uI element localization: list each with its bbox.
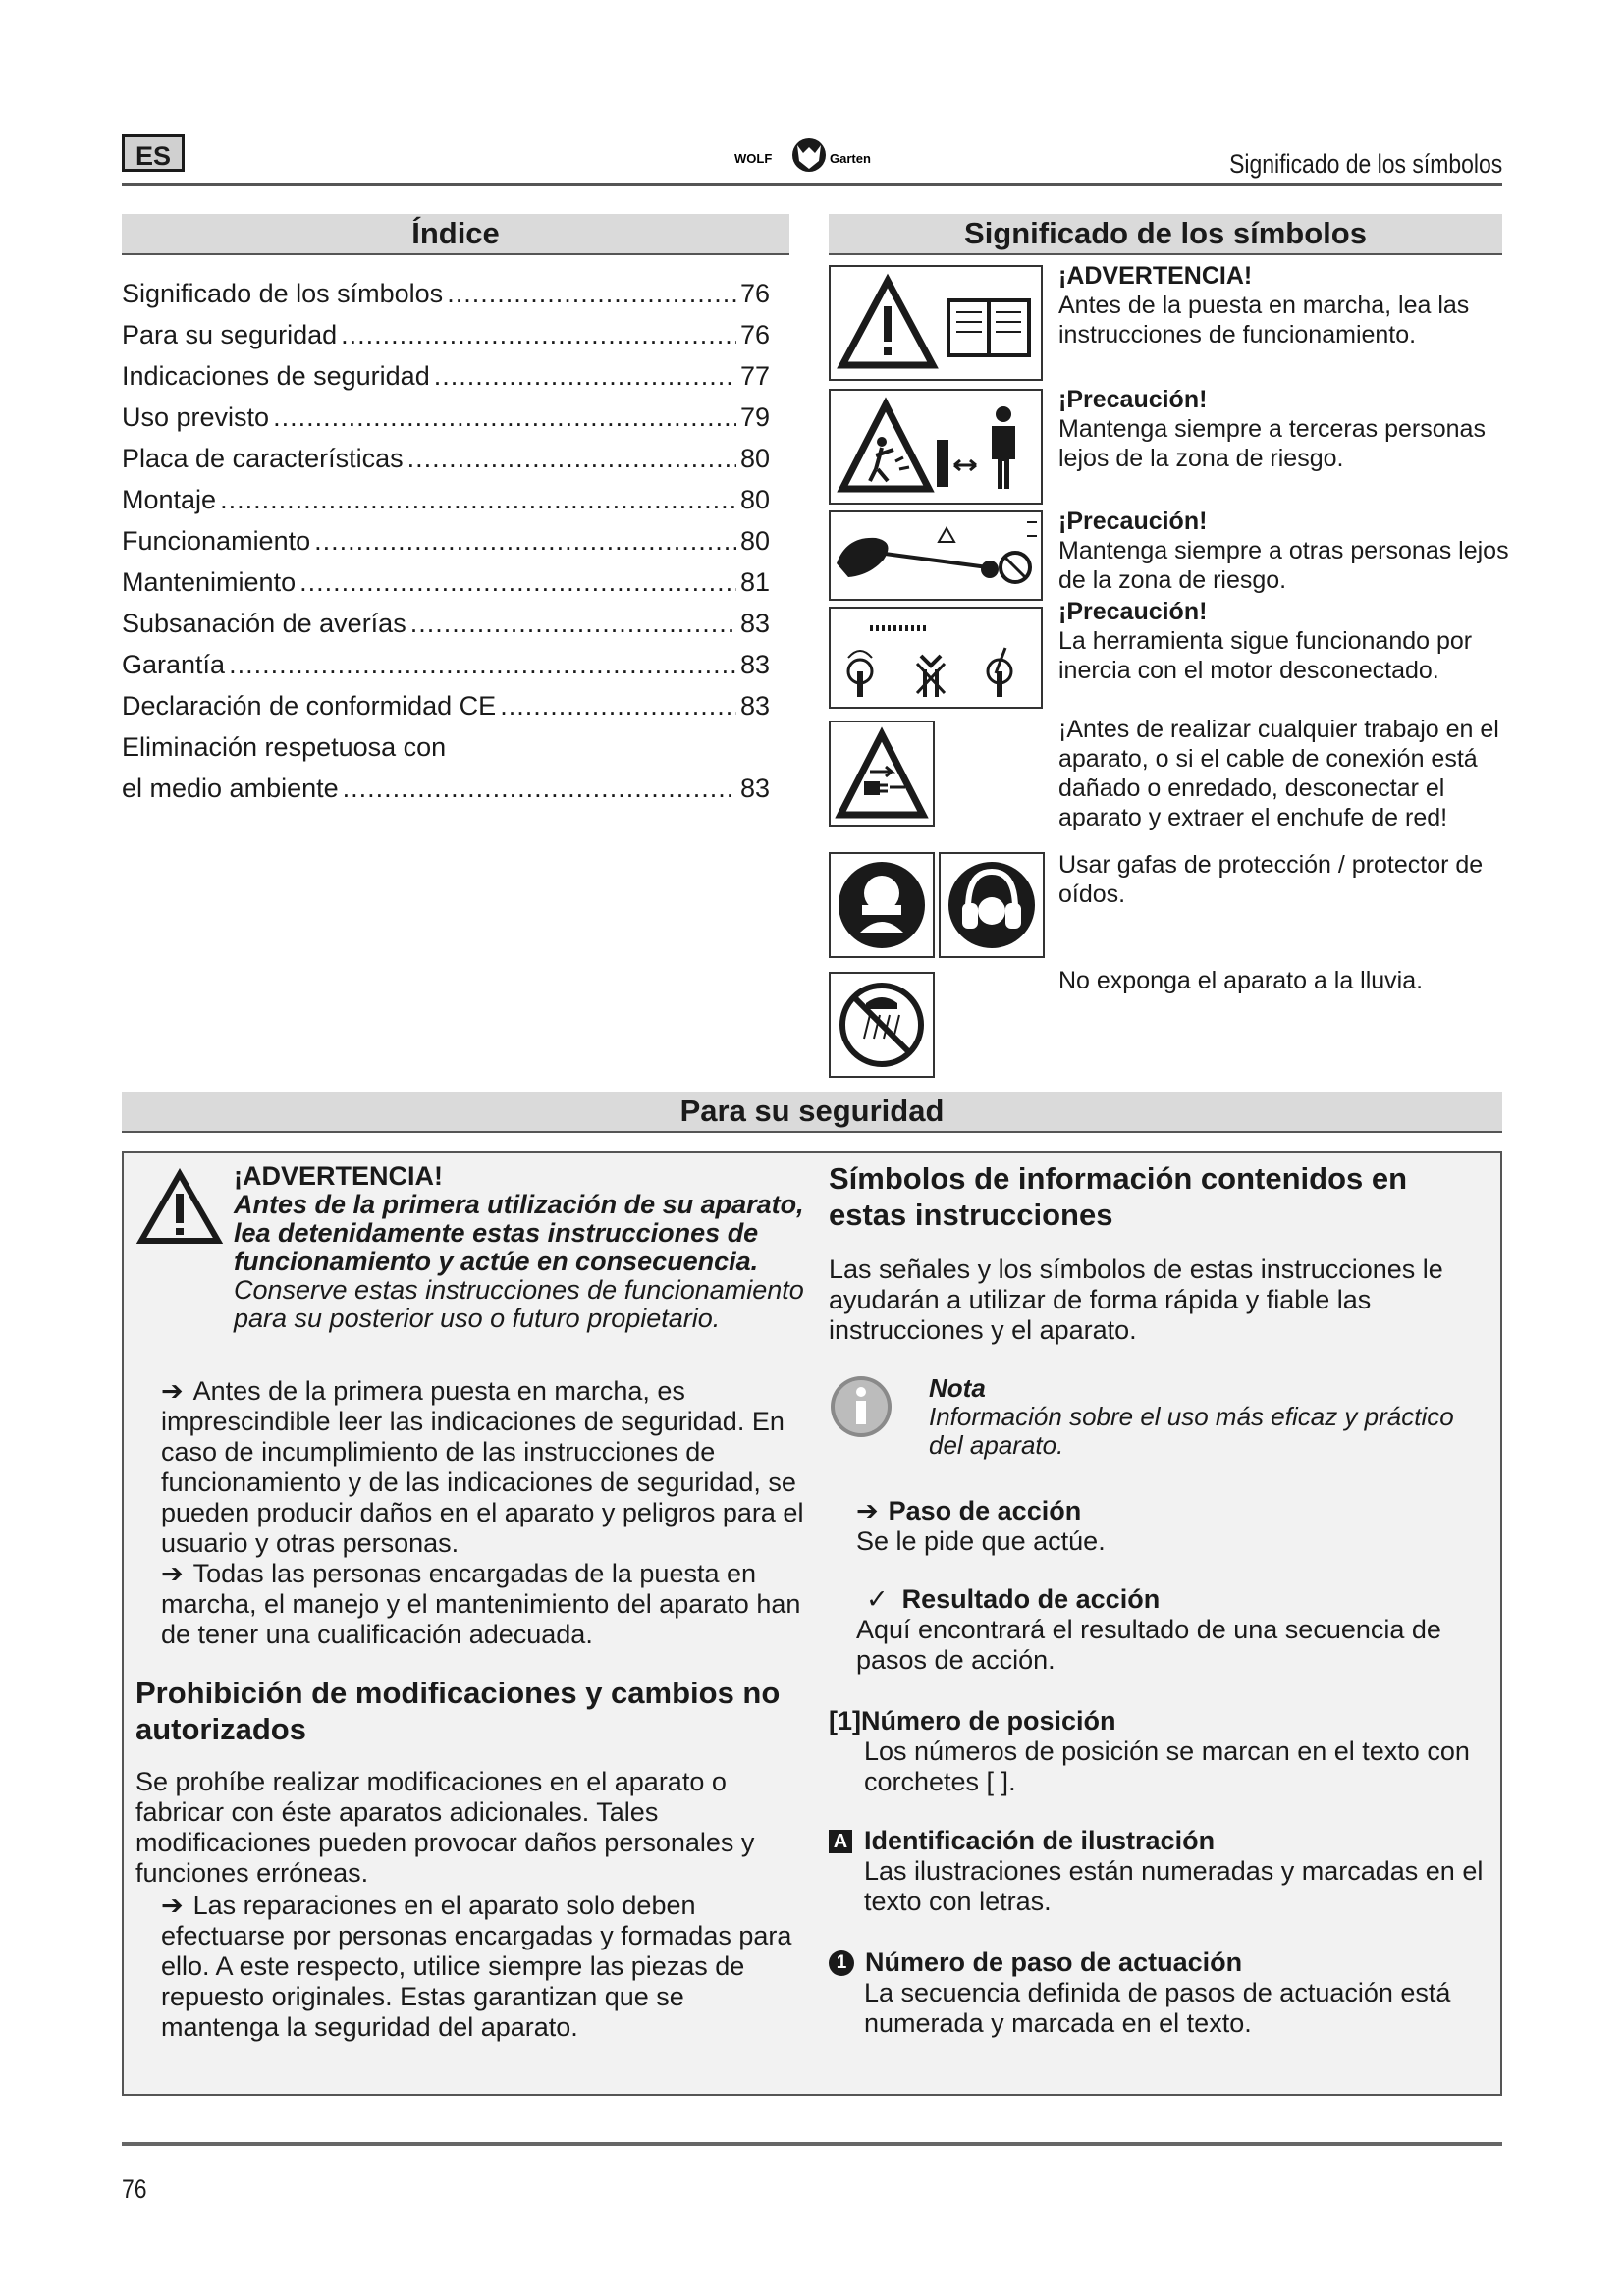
person-distance-icon [937, 406, 1015, 489]
toc-item[interactable]: Eliminación respetuosa con [122, 732, 447, 762]
trimmer-icon [837, 528, 999, 578]
warning-triangle-icon [842, 281, 933, 365]
trimmer-hazard-symbol [829, 510, 1043, 601]
symbol-7-text: No exponga el aparato a la lluvia. [1058, 967, 1424, 994]
header-divider [122, 183, 1502, 186]
step-number-block [829, 1948, 1487, 2039]
action-step-block [856, 1496, 1485, 1557]
toc-item[interactable]: Mantenimiento ..... 81 [122, 561, 770, 603]
action-result-head: Resultado de acción [901, 1584, 1161, 1614]
warning-block [234, 1162, 807, 1333]
toc-item[interactable]: Indicaciones de seguridad ..... 77 [122, 355, 770, 397]
symbol-4-head: ¡Precaución! [1058, 598, 1208, 625]
arrow-icon: ➔ [856, 1496, 879, 1525]
action-step-head: Paso de acción [888, 1496, 1082, 1525]
toc-item[interactable]: Montaje ..... 80 [122, 479, 770, 520]
illustration-id-head: Identificación de ilustración [864, 1826, 1216, 1855]
arrow-icon: ➔ [161, 1376, 184, 1406]
safety-paragraph-2 [161, 1559, 825, 1650]
symbol-5-text: ¡Antes de realizar cualquier trabajo en el aparato, o si el cable de conexión está dañado o enredado, desconectar el aparato y extraer el enchufe de red! [1058, 716, 1499, 831]
position-number-text: Los números de posición se marcan en el texto con corchetes [ ]. [864, 1736, 1470, 1796]
toc-item[interactable]: Uso previsto ..... 79 [122, 397, 770, 438]
symbol-2-text: Mantenga siempre a terceras personas lejos de la zona de riesgo. [1058, 415, 1486, 472]
info-symbols-text: Las señales y los símbolos de estas instrucciones le ayudarán a utilizar de forma rápida y fiable las instrucciones y el aparato. [829, 1255, 1443, 1345]
illustration-id-block [829, 1826, 1487, 1917]
step-number-head: Número de paso de actuación [865, 1948, 1243, 1977]
book-icon [948, 300, 1029, 355]
symbol-3-head: ¡Precaución! [1058, 507, 1208, 535]
action-step-text: Se le pide que actúe. [856, 1526, 1106, 1556]
step-number-text: La secuencia definida de pasos de actuación está numerada y marcada en el texto. [864, 1978, 1451, 2038]
symbol-2-desc [1058, 385, 1512, 473]
arrow-icon: ➔ [161, 1891, 184, 1920]
warning-triangle-icon [135, 1168, 224, 1252]
paragraph-text: Las reparaciones en el aparato solo deben efectuarse por personas encargadas y formadas para ello. A este respecto, utilice siempre las piezas de repuesto originales. Estas garantizan que se mantenga la seguridad del aparato. [161, 1891, 792, 2042]
ear-protection-symbol [939, 852, 1045, 958]
symbol-1-text: Antes de la puesta en marcha, lea las instrucciones de funcionamiento. [1058, 292, 1470, 348]
toc-item[interactable]: el medio ambiente ..... 83 [122, 768, 770, 809]
no-rain-symbol [829, 972, 935, 1078]
action-result-text: Aquí encontrará el resultado de una secuencia de pasos de acción. [856, 1615, 1441, 1675]
paragraph-text: Todas las personas encargadas de la puesta en marcha, el manejo y el mantenimiento del aparato han de tener una cualificación adecuada. [161, 1559, 801, 1649]
position-number-block [829, 1706, 1487, 1797]
step-number-badge: 1 [829, 1950, 854, 1976]
page-header-title: Significado de los símbolos [1228, 149, 1502, 179]
no-rain-icon [842, 986, 921, 1064]
warning-normal-text: Conserve estas instrucciones de funcionamiento para su posterior uso o futuro propietario. [234, 1275, 804, 1333]
symbol-1-head: ¡ADVERTENCIA! [1058, 262, 1253, 290]
footer-divider [122, 2142, 1502, 2146]
info-symbols-heading: Símbolos de información contenidos en estas instrucciones [829, 1161, 1408, 1232]
prohibition-text: Se prohíbe realizar modificaciones en el aparato o fabricar con éste aparatos adicionales. Tales modificaciones pueden provocar daños personales y funciones erróneas. [135, 1767, 755, 1888]
safety-glasses-symbol [829, 852, 935, 958]
paragraph-text: Antes de la primera puesta en marcha, es imprescindible leer las indicaciones de seguridad. En caso de incumplimiento de las instrucciones de funcionamiento y de las indicaciones de seguridad, se pueden producir daños en el aparato y peligros para el usuario y otras personas. [161, 1376, 804, 1558]
toc-item[interactable]: Declaración de conformidad CE ..... 83 [122, 685, 770, 726]
checkmark-icon: ✓ [866, 1584, 889, 1614]
logo-text-right: Garten [830, 151, 871, 166]
safety-paragraph-1 [161, 1376, 825, 1559]
safety-paragraph-4 [161, 1891, 809, 2043]
page-number: 76 [122, 2174, 147, 2204]
toc-item[interactable]: Placa de características ..... 80 [122, 438, 770, 479]
symbol-2-head: ¡Precaución! [1058, 386, 1208, 413]
safety-glasses-icon [839, 862, 925, 948]
symbol-4-text: La herramienta sigue funcionando por inercia con el motor desconectado. [1058, 627, 1473, 684]
toc-item[interactable]: Para su seguridad ..... 76 [122, 314, 770, 355]
info-icon [829, 1374, 893, 1444]
symbol-6-text: Usar gafas de protección / protector de oídos. [1058, 851, 1484, 908]
coasting-icon [848, 628, 1011, 697]
no-persons-icon [1001, 522, 1037, 582]
unplug-warning-icon [840, 734, 923, 815]
keep-distance-symbol [829, 389, 1043, 505]
symbols-title: Significado de los símbolos [829, 214, 1502, 255]
toc-item[interactable]: Subsanación de averías ..... 83 [122, 603, 770, 644]
note-block [929, 1374, 1459, 1460]
toc-item[interactable]: Significado de los símbolos ..... 76 [122, 273, 770, 314]
language-badge: ES [122, 134, 185, 172]
arrow-icon: ➔ [161, 1559, 184, 1588]
toc-item[interactable]: Garantía ..... 83 [122, 644, 770, 685]
logo-text-left: WOLF [734, 151, 773, 166]
table-of-contents [122, 273, 770, 809]
warning-head: ¡ADVERTENCIA! [234, 1161, 443, 1191]
coasting-tool-symbol [829, 607, 1043, 709]
note-text: Información sobre el uso más eficaz y práctico del aparato. [929, 1402, 1454, 1460]
symbol-3-text: Mantenga siempre a otras personas lejos de la zona de riesgo. [1058, 537, 1509, 594]
thrown-objects-icon [842, 404, 929, 489]
read-manual-symbol [829, 265, 1043, 381]
position-number-head: [1]Número de posición [829, 1706, 1116, 1735]
brand-logo [734, 135, 892, 175]
warning-bold-text: Antes de la primera utilización de su aparato, lea detenidamente estas instrucciones de funcionamiento y actúe en consecuencia. [234, 1190, 804, 1276]
ear-protection-icon [948, 862, 1035, 948]
note-head: Nota [929, 1373, 986, 1403]
illustration-id-text: Las ilustraciones están numeradas y marcadas en el texto con letras. [864, 1856, 1484, 1916]
toc-item[interactable]: Funcionamiento ..... 80 [122, 520, 770, 561]
symbol-1-desc [1058, 261, 1512, 349]
toc-title: Índice [122, 214, 789, 255]
symbol-3-desc [1058, 507, 1512, 595]
illustration-letter-badge: A [829, 1830, 852, 1853]
safety-title: Para su seguridad [122, 1092, 1502, 1133]
prohibition-heading: Prohibición de modificaciones y cambios no autorizados [135, 1676, 781, 1746]
action-result-block [856, 1584, 1485, 1676]
symbol-4-desc [1058, 597, 1512, 685]
unplug-symbol [829, 721, 935, 827]
